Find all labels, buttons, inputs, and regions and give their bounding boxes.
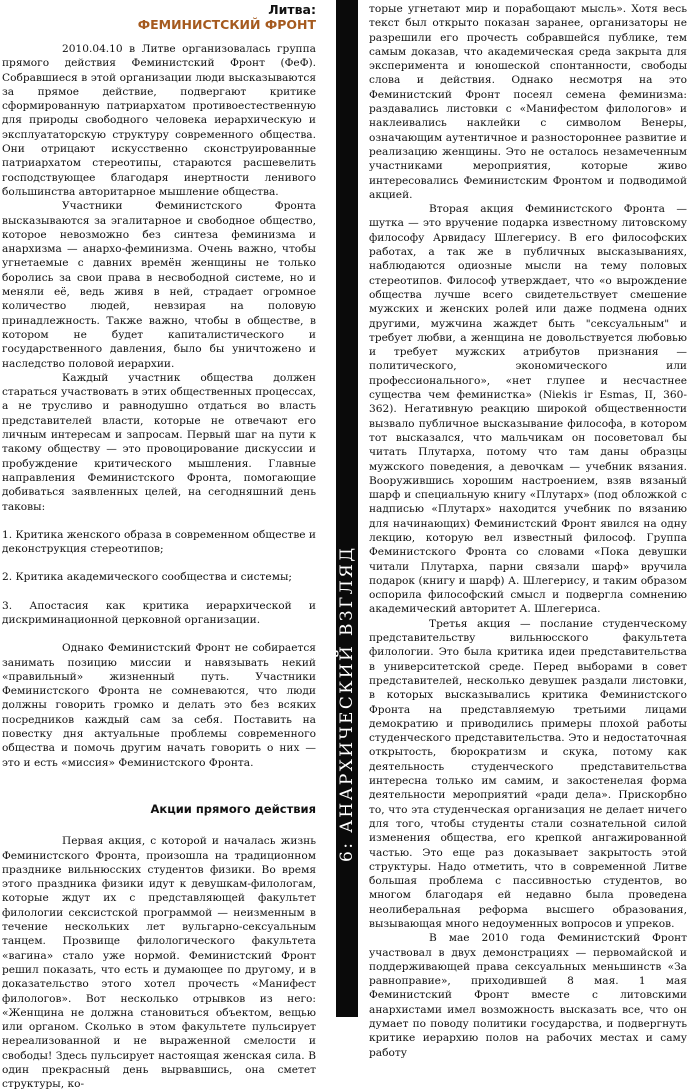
left-column — [2, 2, 316, 1091]
paragraph: Вторая акция Феминистского Фронта — шутка — это вручение подарка известному литовскому философу Арвидасу Шлегерису. В его философских работах, а так же в публичных высказываниях, наблюдаются одиозные мысли на тему половых стереотипов. Философ утверждает, что «о вырождение общества лучше всего свидетельствует смешение мужских и женских ролей или даже подмена одних другими, мужчина жаждет быть "сексуальным" и требует любви, а женщина не довольствуется любовью и требует мужских атрибутов признания — политического, экономического или профессионального», «нет глупее и несчастнее существа чем феминистка» (Niekis ir Esmas, II, 360-362). Негативную реакцию широкой общественности вызвало публичное высказывание философа, в котором тот высказался, что мальчикам он посоветовал бы читать Плутарха, потому что там даны образцы мужского поведения, а девочкам — учебник вязания. Вооружившись хорошим настроением, взяв вязаный шарф и специальную книгу «Плутарх» (под обложкой с надписью «Плутарх» находится учебник по вязанию для начинающих) Феминистский Фронт явился на одну лекцию, которую вел известный философ. Группа Феминистского Фронта со словами «Пока девушки читали Плутарха, парни связали шарф» вручила подарок (книгу и шарф) А. Шлегерису, и таким образом оспорила философский смысл и подвергла сомнению академический авторитет А. Шлегериса. — [369, 203, 687, 616]
paragraph: Третья акция — послание студенческому представительству вильнюсского факультета филологии. Это была критика идеи представительства в университетской среде. Перед выборами в совет представителей, несколько девушек раздали листовки, в которых высказывались критика Феминистского Фронта на представляемую третьими лицами демократию и приводились примеры плохой работы студенческого представительства. Это и недостаточная открытость, бюрократизм и скука, потому как деятельность студенческого представительства интересна только им самим, и закостенелая форма деятельности мероприятий «ради дела». Прискорбно то, что эта студенческая организация не делает ничего для того, чтобы студенты стали сознательной силой изменения общества, его крепкой ангажированной частью. Это еще раз доказывает закрытость этой структуры. Надо отметить, что в современной Литве большая проблема с пассивностью студентов, во многом благодаря ей недавно была проведена неолиберальная реформа высшего образования, вызывающая много недоуменных вопросов и упреков. — [369, 617, 687, 930]
paragraph: Участники Феминистского Фронта высказываются за эгалитарное и свободное общество, которое невозможно без синтеза феминизма и анархизма — анархо-феминизма. Очень важно, чтобы угнетаемые с давних времён женщины не только боролись за свои права в несвободной системе, но и меняли её, ведь живя в ней, страдает огромное количество людей, невзирая на половую принадлежность. Также важно, чтобы в обществе, в котором не будет капиталистического и государственного давления, было бы уничтожено и наследство половой иерархии. — [2, 200, 316, 370]
side-band-label: 6: АНАРХИЧЕСКИЙ ВЗГЛЯД — [337, 545, 357, 862]
subheading: Акции прямого действия — [150, 801, 316, 816]
list-item: 2. Критика академического сообщества и системы; — [2, 571, 292, 584]
paragraph: Первая акция, с которой и началась жизнь Феминистского Фронта, произошла на традиционном празднике вильнюсских студентов физики. Во время этого праздника физики идут к девушкам-филологам, которые ждут их с представляющей факультет филологии сексистской программой — неизменным в течение нескольких лет вульгарно-сексуальным танцем. Прозвище филологического факультета «вагина» стало уже нормой. Феминистский Фронт решил показать, что есть и думающее по другому, и в доказательство этого хотел прочесть «Манифест филологов». Вот несколько отрывков из него: «Женщина не должна становиться объектом, вещью или органом. Сколько в этом факультете пульсирует нереализованной и не выраженной смелости и свободы! Здесь пульсирует настоящая женская сила. В один прекрасный день вырвавшись, она сметет структуры, ко- — [2, 835, 316, 1091]
paragraph: торые угнетают мир и порабощают мысль». Хотя весь текст был открыто показан заранее, организаторы не разрешили его прочесть собравшейся публике, тем самым доказав, что академическая среда закрыта для эксперимента и юношеской спонтанности, свободы слова и действия. Однако несмотря на это Феминистский Фронт посеял семена феминизма: раздавались листовки с «Манифестом филологов» и наклеивались наклейки с символом Венеры, означающим аутентичное и разностороннее развитие и реализацию женщины. Это не осталось незамеченным участниками мероприятия, которые живо интересовались Феминистским Фронтом и подводимой акцией. — [369, 3, 687, 201]
paragraph: Однако Феминистский Фронт не собирается занимать позицию миссии и навязывать некий «правильный» жизненный путь. Участники Феминистского Фронта не сомневаются, что люди должны говорить громко и делать это без всяких посредников каждый сам за себя. Поставить на повестку дня актуальные проблемы современного общества и помочь другим начать говорить о них — это и есть «миссия» Феминистского Фронта. — [2, 642, 316, 769]
list-item: 3. Апостасия как критика иерархической и дискриминационной церковной организации. — [2, 599, 316, 626]
paragraph: Каждый участник общества должен стараться участвовать в этих общественных процессах, а не трусливо и равнодушно отдаться во власть представителей власти, которые не отвечают его личным интересам и запросам. Первый шаг на пути к такому обществу — это провоцирование дискуссии и пробуждение критического мышления. Главные направления Феминистского Фронта, помогающие добиваться заявленных целей, на сегодняшний день таковы: — [2, 371, 316, 513]
section-country: Литва: — [268, 2, 316, 17]
paragraph: В мае 2010 года Феминистский Фронт участвовал в двух демонстрациях — первомайской и поддерживающей права сексуальных меньшинств «За равноправие», приходившей 8 мая. 1 мая Феминистский Фронт вместе с литовскими анархистами имел возможность высказать все, что он думает по поводу политики государства, и подвергнуть критике иерархию полов на рабочих местах и саму работу — [369, 932, 687, 1059]
article-title: ФЕМИНИСТСКИЙ ФРОНТ — [137, 17, 316, 32]
paragraph: 2010.04.10 в Литве организовалась группа прямого действия Феминистский Фронт (ФеФ). Собравшиеся в этой организации люди высказываются за прямое действие, подвергают критике сформированную патриархатом противоестественную для природы свободного человека иерархическую и эксплуататорскую структуру современного общества. Они отрицают искусственно сконструированные патриархатом стереотипы, стараются расшевелить господствующее благодаря инертности ленивого большинства авторитарное мышление общества. — [2, 43, 316, 198]
right-column — [369, 2, 687, 1059]
list-item: 1. Критика женского образа в современном обществе и деконструкция стереотипов; — [2, 528, 316, 556]
side-band — [336, 0, 358, 1017]
